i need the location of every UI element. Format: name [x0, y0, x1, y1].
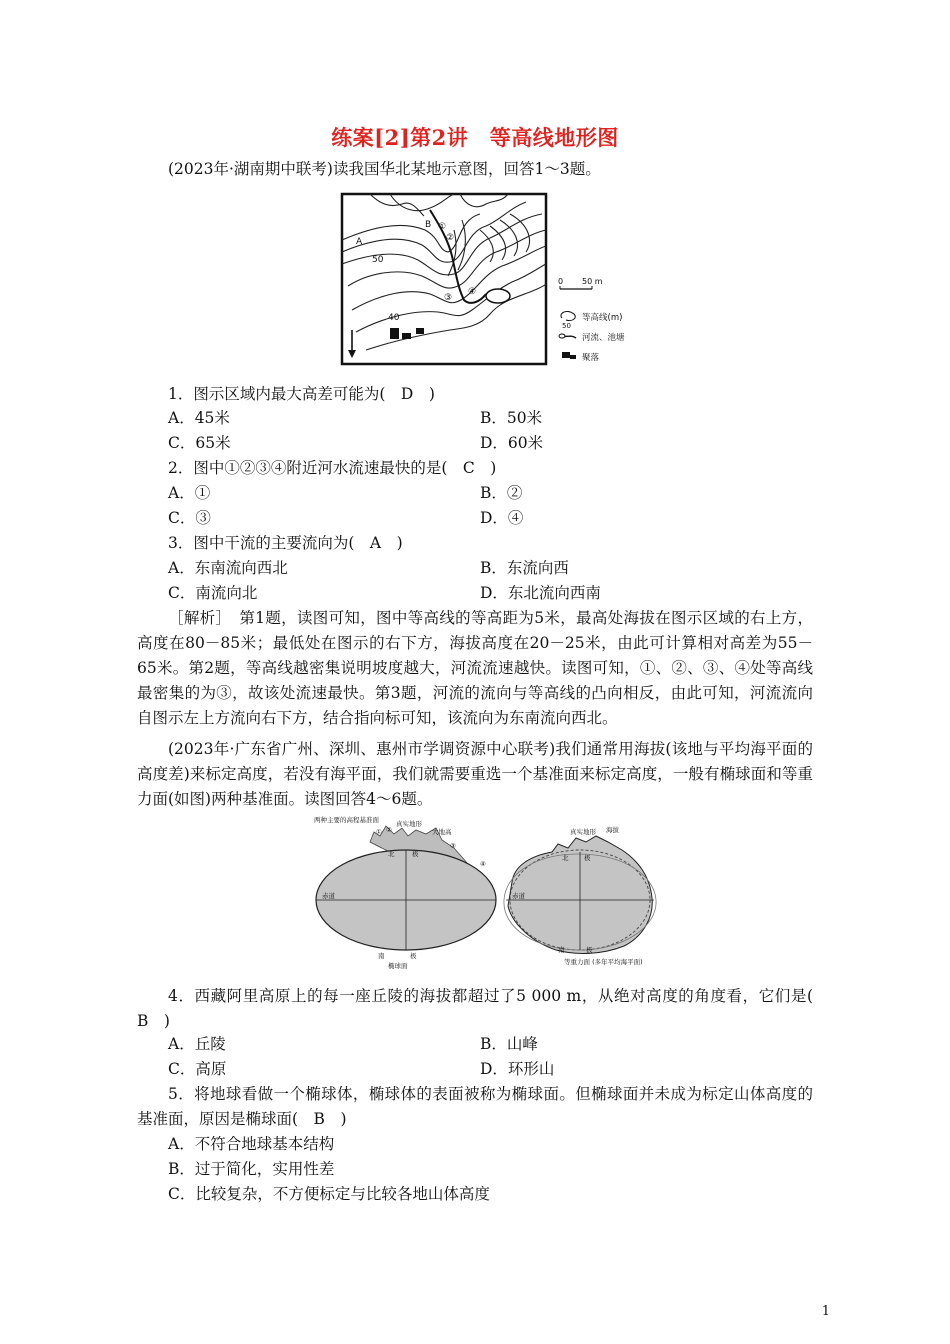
- analysis-paragraph: ［解析］ 第1题，读图可知，图中等高线的等高距为5米，最高处海拔在图示区域的右上方，高度在80－85米；最低处在图示的右下方，海拔高度在20－25米，由此可计算相对高差为55－65米。第2题，等高线越密集说明坡度越大，河流流速越快。读图可知，①、②、③、④处等高线最密集的为③，故该处流速最快。第3题，河流的流向与等高线的凸向相反，由此可知，河流流向自图示左上方流向右下方，结合指向标可知，该流向为东南流向西北。: [137, 609, 813, 727]
- intro-2: (2023年·广东省广州、深圳、惠州市学调资源中心联考)我们通常用海拔(该地与平均海平面的高度差)来标定高度，若没有海平面，我们就需要重选一个基准面来标定高度，一般有椭球面和等重力面(如图)两种基准面。读图回答4～6题。: [137, 740, 813, 808]
- svg-text:极: 极: [410, 952, 417, 960]
- q3-stem: 3．图中干流的主要流向为( A ): [168, 534, 403, 552]
- q4-option-b: B．山峰: [480, 1035, 538, 1053]
- svg-text:聚落: 聚落: [582, 353, 600, 363]
- page-number: 1: [821, 1304, 830, 1319]
- svg-text:河流、池塘: 河流、池塘: [582, 333, 625, 343]
- scale-bar: [558, 277, 603, 289]
- village-3: [416, 328, 424, 334]
- q2-option-d: D．④: [480, 509, 524, 527]
- q3-option-c: C．南流向北: [168, 584, 258, 602]
- geoid-diagram: [504, 825, 656, 966]
- village-1: [390, 328, 399, 339]
- figure-caption: 两种主要的高程基准面: [314, 816, 379, 824]
- map-label-4: ④: [468, 287, 477, 297]
- q5-option-b: B．过于简化，实用性差: [168, 1160, 335, 1178]
- intro-1: (2023年·湖南期中联考)读我国华北某地示意图，回答1～3题。: [168, 160, 601, 178]
- map-label-1: ①: [438, 222, 447, 232]
- q2-option-b: B．②: [480, 484, 523, 502]
- svg-text:③: ③: [450, 842, 456, 850]
- svg-text:等高线(m): 等高线(m): [582, 313, 623, 323]
- q2-stem: 2．图中①②③④附近河水流速最快的是( C ): [168, 459, 497, 477]
- svg-text:极: 极: [584, 854, 591, 862]
- q1-option-b: B．50米: [480, 409, 543, 427]
- q4-stem: 4．西藏阿里高原上的每一座丘陵的海拔都超过了5 000 m，从绝对高度的角度看，它们是( B ): [137, 987, 829, 1030]
- svg-text:北: 北: [562, 854, 569, 862]
- svg-text:椭球面: 椭球面: [388, 962, 408, 970]
- map-frame: [342, 194, 546, 364]
- map-label-b: B: [425, 220, 432, 230]
- svg-text:北: 北: [388, 850, 395, 858]
- svg-text:海拔: 海拔: [606, 826, 619, 834]
- q4-option-d: D．环形山: [480, 1060, 555, 1078]
- svg-text:等重力面 (多年平均海平面): 等重力面 (多年平均海平面): [564, 958, 643, 966]
- contour-label-50: 50: [372, 255, 384, 265]
- svg-text:赤道: 赤道: [322, 892, 335, 900]
- q2-option-a: A．①: [168, 484, 211, 502]
- q5-option-a: A．不符合地球基本结构: [168, 1135, 335, 1153]
- legend: [559, 311, 625, 363]
- village-2: [402, 333, 411, 339]
- q1-option-c: C．65米: [168, 434, 231, 452]
- map-label-a: A: [356, 237, 363, 247]
- q1-option-d: D．60米: [480, 434, 544, 452]
- q4-option-c: C．高原: [168, 1060, 227, 1078]
- svg-text:50 m: 50 m: [582, 277, 603, 286]
- q4-option-a: A．丘陵: [168, 1035, 226, 1053]
- q3-option-b: B．东流向西: [480, 559, 569, 577]
- contour-label-40: 40: [388, 313, 400, 323]
- q5-stem: 5．将地球看做一个椭球体，椭球体的表面被称为椭球面。但椭球面并未成为标定山体高度的基准面，原因是椭球面( B ): [137, 1085, 813, 1128]
- svg-text:极: 极: [412, 850, 419, 858]
- svg-text:真实地形: 真实地形: [396, 820, 422, 828]
- q2-option-c: C．③: [168, 509, 211, 527]
- q1-stem: 1．图示区域内最大高差可能为( D ): [168, 385, 435, 403]
- ellipsoid-diagram: [316, 819, 496, 970]
- pond: [486, 289, 510, 303]
- q3-option-a: A．东南流向西北: [168, 559, 288, 577]
- svg-text:②: ②: [386, 826, 392, 834]
- svg-text:50: 50: [562, 322, 571, 330]
- map-label-2: ②: [446, 233, 455, 243]
- q3-option-d: D．东北流向西南: [480, 584, 601, 602]
- datum-figure: [308, 812, 660, 972]
- map-label-3: ③: [444, 293, 453, 303]
- page-title: 练案[2]第2讲 等高线地形图: [331, 125, 619, 150]
- q5-option-c: C．比较复杂，不方便标定与比较各地山体高度: [168, 1185, 490, 1203]
- svg-text:大地高: 大地高: [432, 828, 452, 836]
- contour-map: [330, 190, 660, 372]
- svg-text:真实地形: 真实地形: [570, 828, 596, 836]
- svg-text:南: 南: [558, 946, 565, 954]
- svg-text:0: 0: [558, 277, 564, 286]
- svg-text:南: 南: [378, 952, 385, 960]
- svg-text:④: ④: [480, 860, 486, 868]
- svg-text:极: 极: [586, 946, 593, 954]
- svg-text:①: ①: [376, 828, 382, 836]
- svg-text:赤道: 赤道: [512, 892, 525, 900]
- q1-option-a: A．45米: [168, 409, 230, 427]
